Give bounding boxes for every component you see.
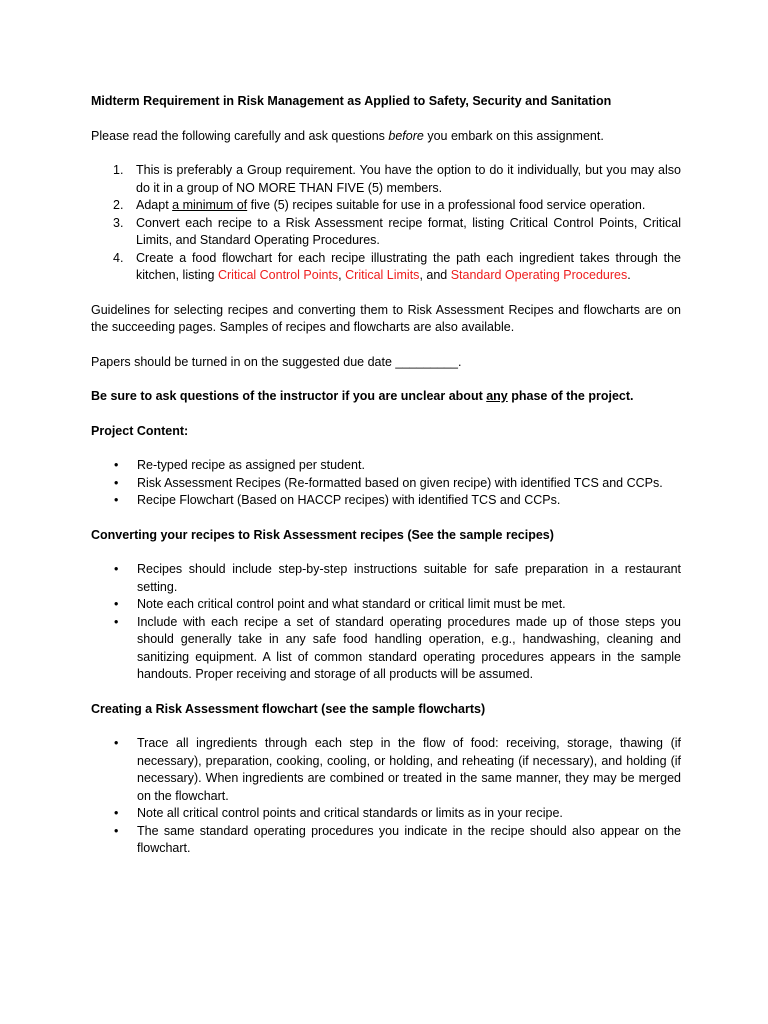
requirement-item — [91, 197, 681, 215]
intro-paragraph — [91, 128, 681, 146]
bullet-icon: • — [114, 458, 119, 472]
bullet-icon: • — [114, 823, 119, 838]
document-page — [91, 93, 681, 875]
requirement-number: 2. — [113, 198, 124, 212]
sentence-end: . — [627, 268, 631, 282]
list-item-text: Risk Assessment Recipes (Re-formatted based on given recipe) with identified TCS and CCPs. — [137, 475, 663, 490]
list-item — [91, 596, 681, 614]
separator: , — [338, 268, 346, 282]
converting-list — [91, 561, 681, 684]
document-title: Midterm Requirement in Risk Management as Applied to Safety, Security and Sanitation — [91, 94, 612, 108]
requirement-number: 3. — [113, 215, 124, 230]
converting-heading: Converting your recipes to Risk Assessment recipes (See the sample recipes) — [91, 527, 554, 542]
warning-text-before: Be sure to ask questions of the instructor if you are unclear about — [91, 389, 487, 403]
intro-text-after: you embark on this assignment. — [423, 128, 604, 143]
bullet-icon: • — [114, 806, 119, 820]
red-standard-operating-procedures: Standard Operating Procedures — [450, 268, 628, 282]
list-item-text: Recipes should include step-by-step instructions suitable for safe preparation in a restaurant setting. — [137, 562, 681, 594]
list-item-text: Include with each recipe a set of standard operating procedures made up of those steps you should generally take in any safe food handling operation, e.g., handwashing, cleaning and sanitizing equipment. A list of common standard operating procedures appears in the sample handouts. Proper receiving and storage of all products will be assumed. — [137, 614, 681, 681]
list-item — [91, 457, 681, 475]
due-date-paragraph: Papers should be turned in on the suggested due date _________. — [91, 354, 462, 369]
list-item — [91, 614, 681, 684]
requirement-text: Convert each recipe to a Risk Assessment recipe format, listing Critical Control Points, Critical Limits, and Standard Operating Procedures. — [136, 215, 681, 247]
requirement-text-post: five (5) recipes suitable for use in a professional food service operation. — [247, 198, 646, 212]
bullet-icon: • — [114, 614, 119, 629]
red-critical-control-points: Critical Control Points — [217, 268, 339, 282]
project-content-heading: Project Content: — [91, 423, 189, 438]
warning-text-after: phase of the project. — [507, 389, 634, 403]
requirement-text-pre: Adapt — [136, 198, 173, 212]
list-item-text: The same standard operating procedures you indicate in the recipe should also appear on the flowchart. — [137, 823, 681, 855]
list-item — [91, 823, 681, 858]
list-item — [91, 561, 681, 596]
intro-text-before: Please read the following carefully and ask questions — [91, 128, 389, 143]
requirements-list — [91, 162, 681, 285]
project-content-list — [91, 457, 681, 510]
list-item — [91, 492, 681, 510]
requirement-item — [91, 215, 681, 250]
list-item — [91, 735, 681, 805]
warning-underlined: any — [486, 389, 508, 403]
instructor-warning — [91, 388, 681, 406]
list-item — [91, 805, 681, 823]
requirement-text-pre: Create a food flowchart for each recipe illustrating the path each ingredient takes through the kitchen, listing — [136, 250, 681, 282]
bullet-icon: • — [114, 493, 119, 507]
bullet-icon: • — [114, 597, 119, 611]
requirement-item — [91, 162, 681, 197]
bullet-icon: • — [114, 475, 119, 490]
separator: , and — [419, 268, 451, 282]
bullet-icon: • — [114, 562, 119, 576]
requirement-number: 1. — [113, 163, 124, 177]
list-item-text: Re-typed recipe as assigned per student. — [137, 458, 365, 472]
requirement-number: 4. — [113, 250, 124, 265]
list-item — [91, 475, 681, 493]
requirement-text: This is preferably a Group requirement. You have the option to do it individually, but you may also do it in a group of NO MORE THAN FIVE (5) members. — [136, 163, 681, 195]
flowchart-heading: Creating a Risk Assessment flowchart (see the sample flowcharts) — [91, 701, 486, 716]
bullet-icon: • — [114, 736, 119, 750]
list-item-text: Trace all ingredients through each step in the flow of food: receiving, storage, thawing (if necessary), preparation, cooking, cooling, or holding, and reheating (if necessary), and holding (if necessary). When ingredients are combined or treated in the same manner, they may be merged on the flowchart. — [137, 736, 681, 803]
intro-emphasis: before — [388, 128, 424, 143]
list-item-text: Note all critical control points and critical standards or limits as in your recipe. — [137, 806, 563, 820]
requirement-underlined: a minimum of — [172, 198, 248, 212]
list-item-text: Note each critical control point and what standard or critical limit must be met. — [137, 597, 566, 611]
flowchart-list — [91, 735, 681, 858]
requirement-item — [91, 250, 681, 285]
guidelines-paragraph: Guidelines for selecting recipes and converting them to Risk Assessment Recipes and flowcharts are on the succeeding pages. Samples of recipes and flowcharts are also available. — [91, 302, 681, 334]
list-item-text: Recipe Flowchart (Based on HACCP recipes) with identified TCS and CCPs. — [137, 493, 561, 507]
red-critical-limits: Critical Limits — [345, 268, 420, 282]
